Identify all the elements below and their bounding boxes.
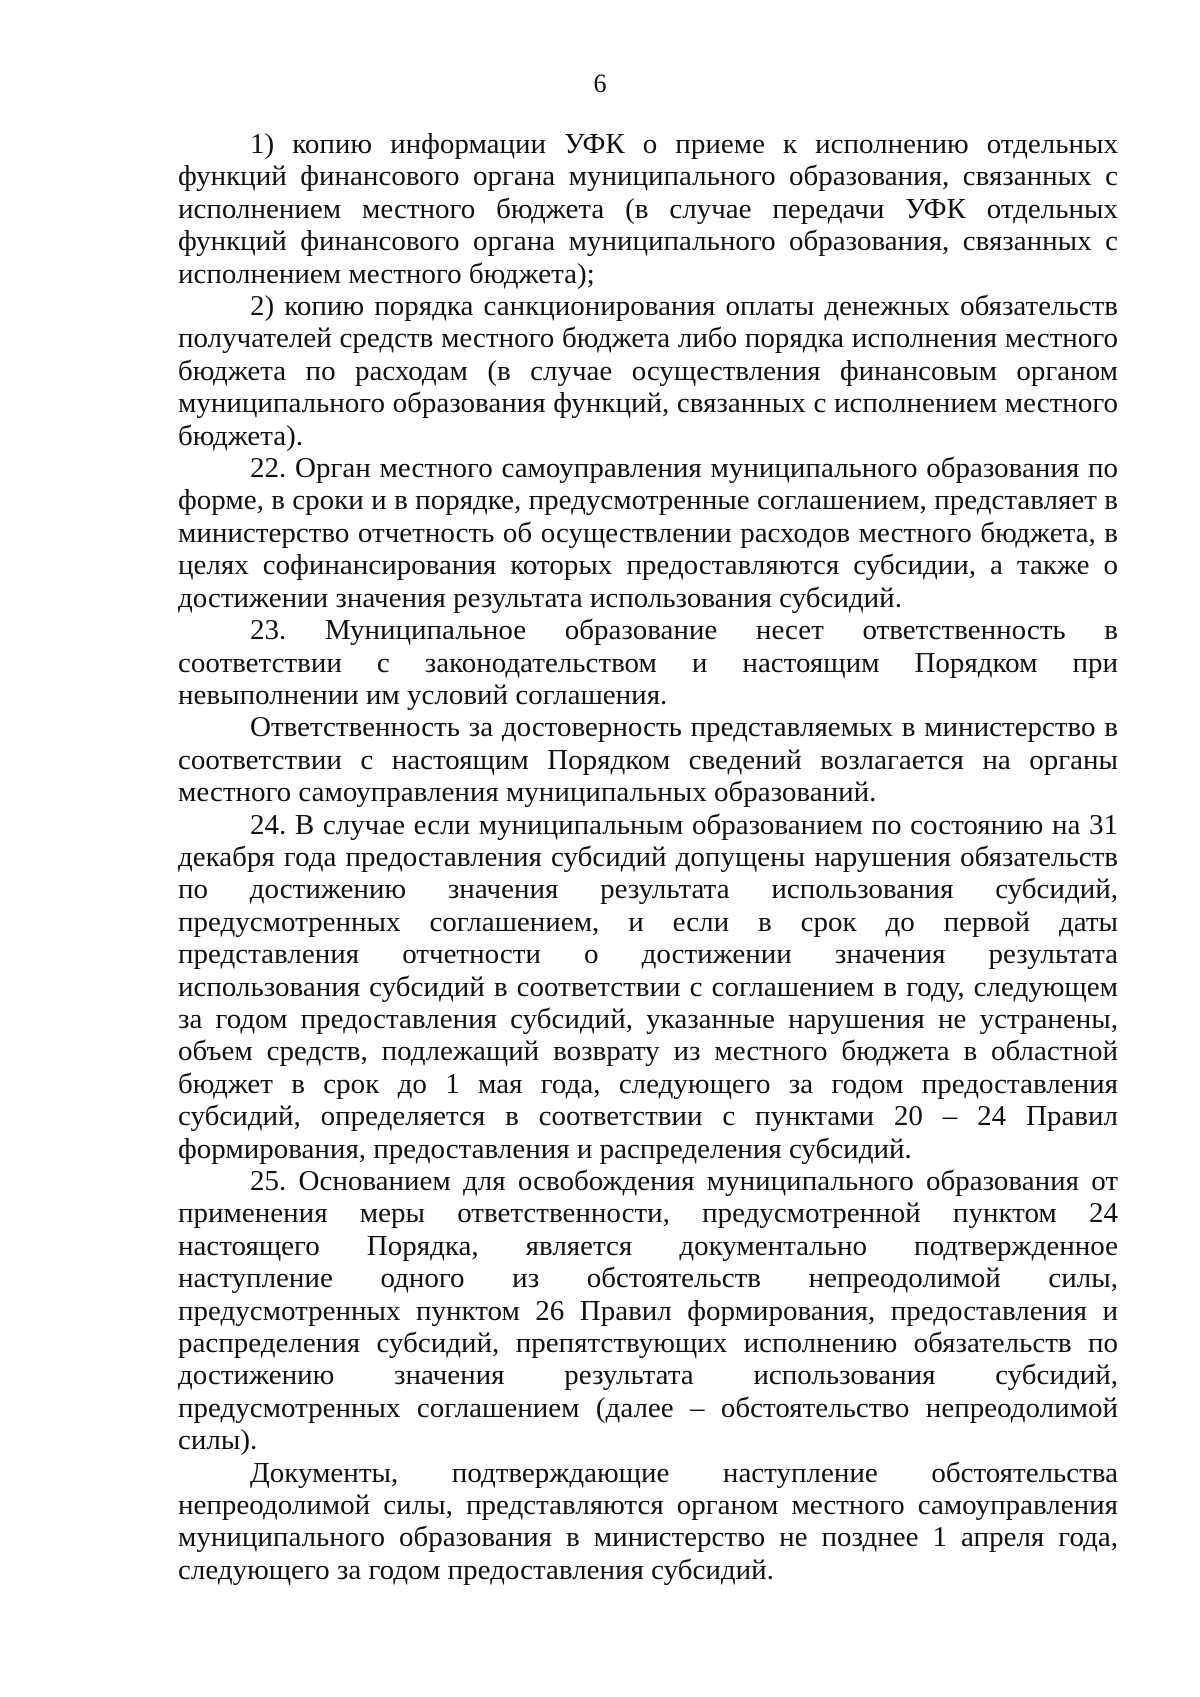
paragraph-responsibility: Ответственность за достоверность представляемых в министерство в соответствии с настоящим Порядком сведений возлагается на органы местного самоуправления муниципальных образований.	[178, 711, 1118, 809]
paragraph-copy-sanction-order: 2) копию порядка санкционирования оплаты денежных обязательств получателей средств местного бюджета либо порядка исполнения местного бюджета по расходам (в случае осуществления финансовым органом муниципального образования функций, связанных с исполнением местного бюджета).	[178, 290, 1118, 452]
paragraph-documents: Документы, подтверждающие наступление обстоятельства непреодолимой силы, представляются органом местного самоуправления муниципального образования в министерство не позднее 1 апреля года, следующего за годом предоставления субсидий.	[178, 1456, 1118, 1586]
page-number: 6	[593, 69, 607, 98]
paragraph-copy-ufk-info: 1) копию информации УФК о приеме к исполнению отдельных функций финансового органа муниципального образования, связанных с исполнением местного бюджета (в случае передачи УФК отдельных функций финансового органа муниципального образования, связанных с исполнением местного бюджета);	[178, 128, 1118, 290]
document-body	[178, 128, 1118, 1586]
paragraph-25: 25. Основанием для освобождения муниципального образования от применения меры ответственности, предусмотренной пунктом 24 настоящего Порядка, является документально подтвержденное наступление одного из обстоятельств непреодолимой силы, предусмотренных пунктом 26 Правил формирования, предоставления и распределения субсидий, препятствующих исполнению обязательств по достижению значения результата использования субсидий, предусмотренных соглашением (далее – обстоятельство непреодолимой силы).	[178, 1165, 1118, 1457]
paragraph-22: 22. Орган местного самоуправления муниципального образования по форме, в сроки и в порядке, предусмотренные соглашением, представляет в министерство отчетность об осуществлении расходов местного бюджета, в целях софинансирования которых предоставляются субсидии, а также о достижении значения результата использования субсидий.	[178, 452, 1118, 614]
paragraph-24: 24. В случае если муниципальным образованием по состоянию на 31 декабря года предоставления субсидий допущены нарушения обязательств по достижению значения результата использования субсидий, предусмотренных соглашением, и если в срок до первой даты представления отчетности о достижении значения результата использования субсидий в соответствии с соглашением в году, следующем за годом предоставления субсидий, указанные нарушения не устранены, объем средств, подлежащий возврату из местного бюджета в областной бюджет в срок до 1 мая года, следующего за годом предоставления субсидий, определяется в соответствии с пунктами 20 – 24 Правил формирования, предоставления и распределения субсидий.	[178, 808, 1118, 1165]
paragraph-23: 23. Муниципальное образование несет ответственность в соответствии с законодательством и настоящим Порядком при невыполнении им условий соглашения.	[178, 614, 1118, 711]
